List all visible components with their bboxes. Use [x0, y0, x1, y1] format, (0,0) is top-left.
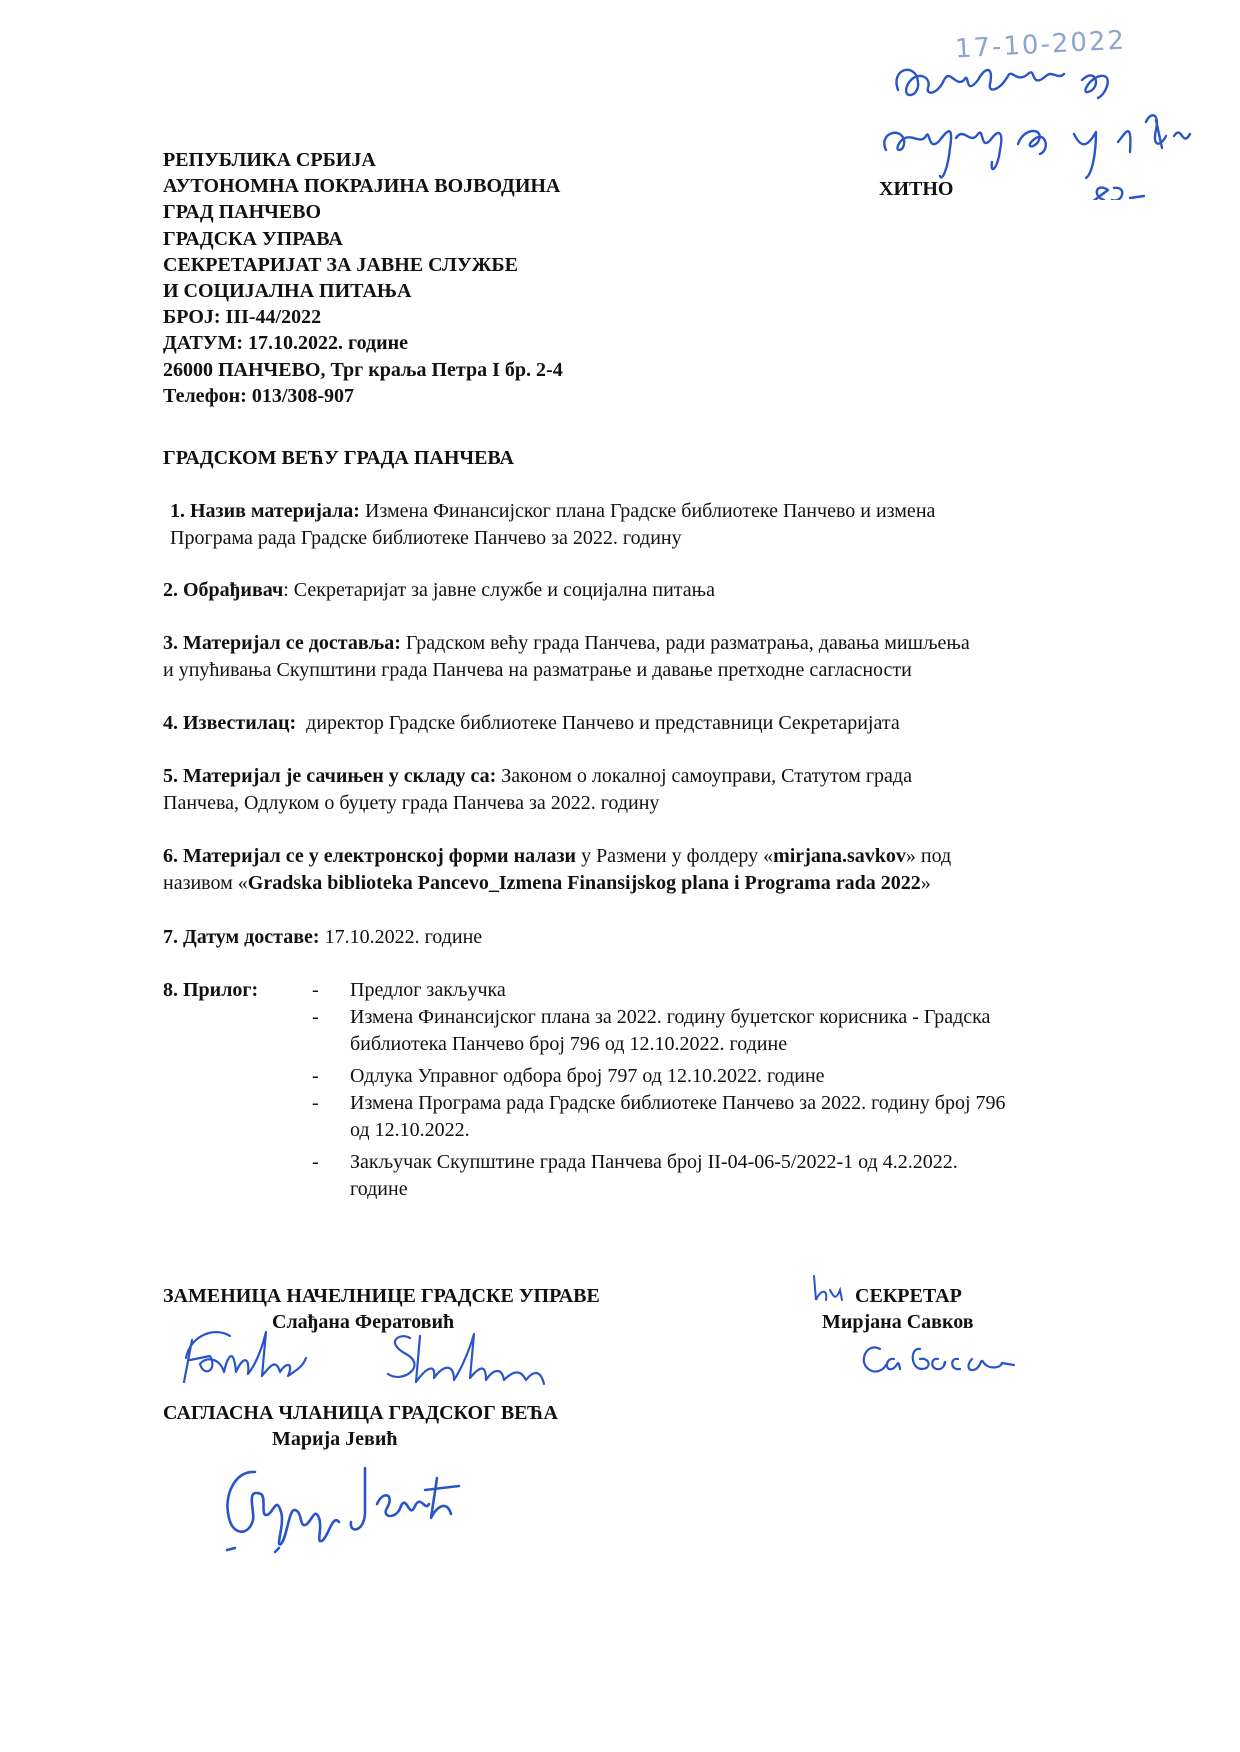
item-rapporteur	[163, 710, 1083, 737]
list-dash: -	[312, 979, 319, 1001]
attachment-text: библиотека Панчево број 796 од 12.10.2022. године	[350, 1033, 788, 1055]
document-header	[163, 147, 563, 409]
item-processor	[163, 577, 1083, 604]
item-delivered-to	[163, 630, 1083, 684]
folder-name: mirjana.savkov	[773, 845, 906, 867]
item-text: Панчева, Одлуком о буџету града Панчева за 2022. годину	[163, 792, 660, 814]
item-text: директор Градске библиотеке Панчево и представници Секретаријата	[296, 712, 900, 734]
deputy-signature	[170, 1318, 590, 1398]
attachment-text: Одлука Управног одбора број 797 од 12.10.2022. године	[350, 1065, 825, 1087]
item-text: »	[920, 872, 931, 894]
item-text: у Размени у фолдеру «	[576, 845, 774, 867]
secretary-title: СЕКРЕТАР	[855, 1285, 962, 1307]
item-label: 5. Материјал је сачињен у складу са:	[163, 765, 497, 787]
council-member-title: САГЛАСНА ЧЛАНИЦА ГРАДСКОГ ВЕЋА	[163, 1402, 558, 1424]
attachment-text: Предлог закључка	[350, 979, 506, 1001]
header-line: БРОЈ: III-44/2022	[163, 306, 322, 329]
item-text: : Секретаријат за јавне службе и социјална питања	[283, 579, 716, 601]
header-line: ГРАД ПАНЧЕВО	[163, 201, 322, 224]
list-dash: -	[312, 1092, 319, 1114]
attachment-text: године	[350, 1178, 408, 1200]
header-line: Телефон: 013/308-907	[163, 384, 355, 407]
item-text: Програма рада Градске библиотеке Панчево за 2022. годину	[170, 527, 682, 549]
item-electronic-form	[163, 843, 1083, 897]
item-label: 6. Материјал се у електронској форми налази	[163, 845, 577, 867]
deputy-title: ЗАМЕНИЦА НАЧЕЛНИЦЕ ГРАДСКЕ УПРАВЕ	[163, 1285, 600, 1307]
council-member-signature	[215, 1448, 475, 1558]
item-label: 1. Назив материјала:	[170, 500, 360, 522]
item-text: Законом о локалној самоуправи, Статутом града	[496, 765, 912, 787]
item-delivery-date	[163, 924, 1083, 951]
file-name: Gradska biblioteka Pancevo_Izmena Finansijskog plana i Programa rada 2022	[247, 872, 921, 894]
header-line: ДАТУМ: 17.10.2022. године	[163, 332, 409, 355]
item-label: 4. Известилац:	[163, 712, 297, 734]
attachment-text: Измена Програма рада Градске библиотеке Панчево за 2022. годину број 796	[350, 1092, 1006, 1114]
item-legal-basis	[163, 763, 1083, 817]
list-dash: -	[312, 1006, 319, 1028]
secretary-signature	[850, 1335, 1040, 1385]
secretary-name: Мирјана Савков	[822, 1311, 974, 1333]
received-date-stamp: 17-10-2022	[954, 25, 1127, 65]
header-line: СЕКРЕТАРИЈАТ ЗА ЈАВНЕ СЛУЖБЕ	[163, 253, 518, 276]
header-line: ГРАДСКА УПРАВА	[163, 227, 343, 250]
item-text: Градском већу града Панчева, ради разматрања, давања мишљења	[400, 632, 970, 654]
header-line: РЕПУБЛИКА СРБИЈА	[163, 149, 376, 171]
item-text: називом «	[163, 872, 248, 894]
urgent-label: ХИТНО	[879, 178, 954, 200]
attachment-text: Измена Финансијског плана за 2022. годину буџетског корисника - Градска	[350, 1006, 991, 1028]
header-line: АУТОНОМНА ПОКРАЈИНА ВОЈВОДИНА	[163, 175, 561, 198]
list-dash: -	[312, 1151, 319, 1173]
initials-mark	[808, 1270, 848, 1310]
attachment-text: од 12.10.2022.	[350, 1119, 470, 1141]
item-text: и упућивања Скупштини града Панчева на разматрање и давање претходне сагласности	[163, 659, 912, 681]
item-text: Измена Финансијског плана Градске библиотеке Панчево и измена	[359, 500, 936, 522]
header-line: 26000 ПАНЧЕВО, Трг краља Петра I бр. 2-4	[163, 358, 563, 381]
item-material-name	[170, 498, 1090, 552]
attachment-text: Закључак Скупштине града Панчева број II-04-06-5/2022-1 од 4.2.2022.	[350, 1151, 958, 1173]
list-dash: -	[312, 1065, 319, 1087]
attachments-label: 8. Прилог:	[163, 979, 259, 1001]
item-label: 3. Материјал се доставља:	[163, 632, 401, 654]
item-label: 7. Датум доставе:	[163, 926, 320, 948]
item-text: 17.10.2022. године	[319, 926, 483, 948]
header-line: И СОЦИЈАЛНА ПИТАЊА	[163, 279, 412, 302]
item-text: » под	[905, 845, 952, 867]
deputy-name: Слађана Фератовић	[272, 1311, 455, 1333]
item-label: 2. Обрађивач	[163, 579, 284, 601]
council-member-name: Марија Јевић	[272, 1428, 398, 1450]
addressee: ГРАДСКОМ ВЕЋУ ГРАДА ПАНЧЕВА	[163, 447, 514, 469]
